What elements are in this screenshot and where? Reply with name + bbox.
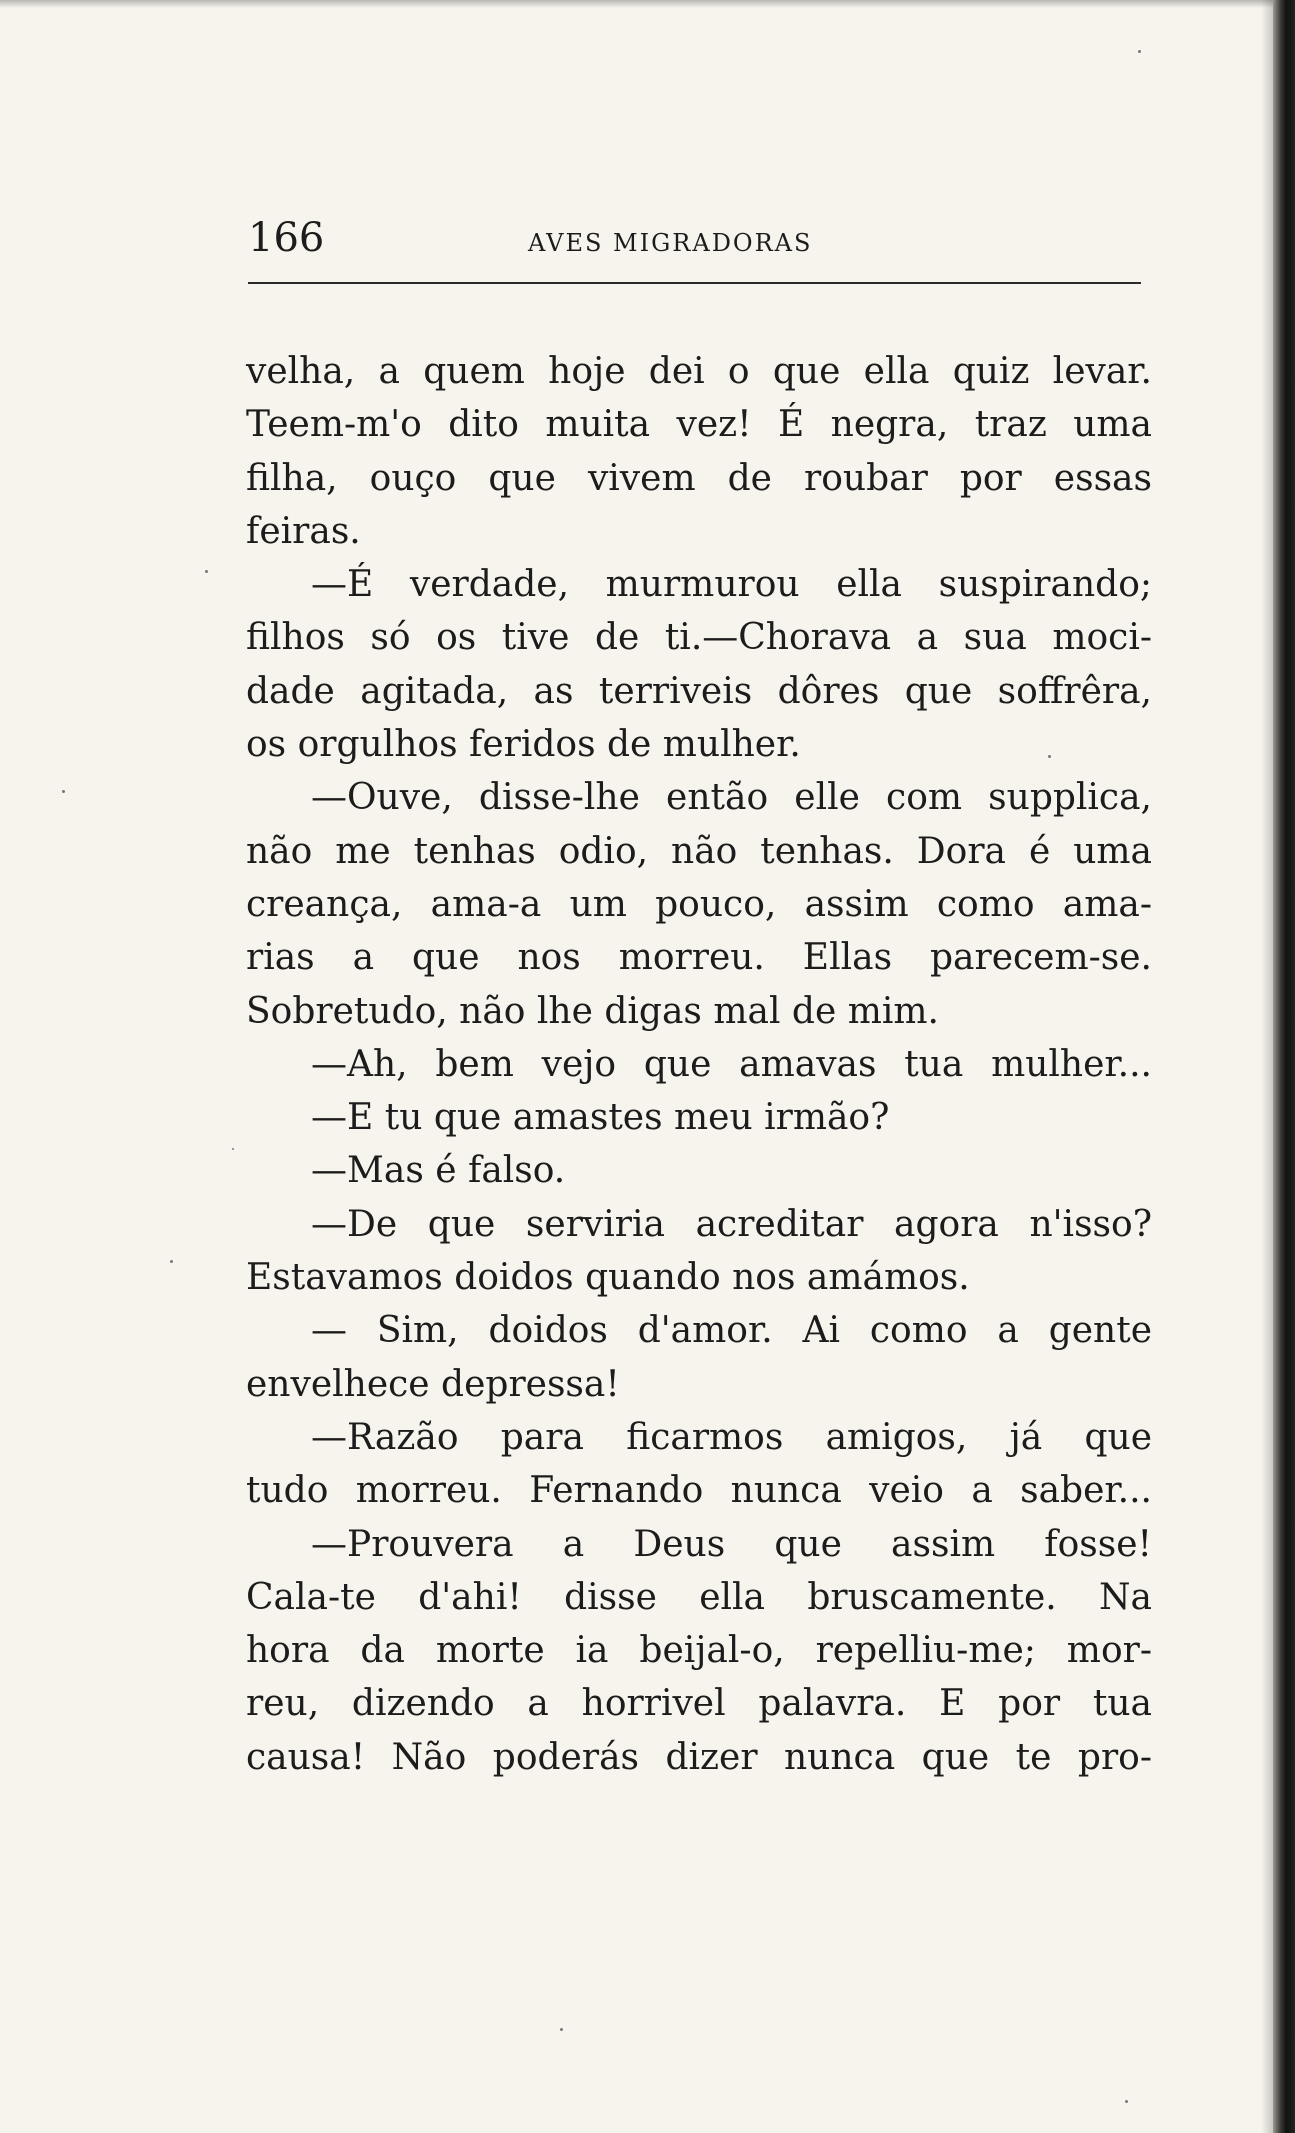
paper-speck: [62, 790, 65, 793]
top-edge-shadow: [0, 0, 1295, 8]
binding-shadow: [1261, 0, 1273, 2133]
text-line: tudo morreu. Fernando nunca veio a saber...: [246, 1470, 1152, 1512]
text-line: —Mas é falso.: [311, 1150, 566, 1192]
text-line: Estavamos doidos quando nos amámos.: [246, 1257, 970, 1299]
paper-speck: [1048, 755, 1051, 758]
text-line: não me tenhas odio, não tenhas. Dora é uma: [246, 830, 1152, 872]
text-line: hora da morte ia beijal-o, repelliu-me; mor-: [246, 1630, 1152, 1672]
text-line: Cala-te d'ahi! disse ella bruscamente. Na: [246, 1576, 1152, 1618]
text-line: —De que serviria acreditar agora n'isso?: [311, 1203, 1152, 1245]
paper-speck: [170, 1260, 173, 1263]
text-line: rias a que nos morreu. Ellas parecem-se.: [246, 937, 1152, 979]
text-line: velha, a quem hoje dei o que ella quiz levar.: [246, 351, 1152, 392]
body-text: [246, 345, 1152, 1784]
text-line: —Razão para ficarmos amigos, já que: [311, 1416, 1152, 1458]
text-line: —É verdade, murmurou ella suspirando;: [311, 564, 1152, 606]
text-line: os orgulhos feridos de mulher.: [246, 724, 801, 766]
text-line: feiras.: [246, 510, 361, 552]
paper-speck: [232, 1148, 234, 1150]
paper-speck: [1125, 2100, 1128, 2103]
text-line: causa! Não poderás dizer nunca que te pro-: [246, 1736, 1152, 1778]
text-line: —Ah, bem vejo que amavas tua mulher...: [311, 1043, 1152, 1085]
text-line: reu, dizendo a horrivel palavra. E por tua: [246, 1683, 1152, 1725]
header-rule: [248, 282, 1141, 284]
running-title: AVES MIGRADORAS: [528, 229, 813, 257]
page-binding-edge: [1273, 0, 1295, 2133]
text-line: Teem-m'o dito muita vez! É negra, traz uma: [246, 404, 1152, 446]
text-line: Sobretudo, não lhe digas mal de mim.: [246, 990, 939, 1032]
paper-speck: [205, 570, 208, 573]
paper-speck: [1138, 50, 1141, 53]
text-line: filha, ouço que vivem de roubar por essas: [246, 457, 1152, 499]
text-line: filhos só os tive de ti.—Chorava a sua moci-: [246, 617, 1152, 659]
text-line: —Prouvera a Deus que assim fosse!: [311, 1523, 1152, 1565]
text-line: — Sim, doidos d'amor. Ai como a gente: [311, 1310, 1152, 1352]
text-line: —Ouve, disse-lhe então elle com supplica,: [311, 777, 1152, 819]
page-header: [248, 213, 1143, 273]
text-line: dade agitada, as terriveis dôres que soffrêra,: [246, 670, 1152, 712]
text-line: —E tu que amastes meu irmão?: [311, 1097, 890, 1139]
text-line: envelhece depressa!: [246, 1363, 620, 1405]
page-number: 166: [248, 215, 325, 261]
text-line: creança, ama-a um pouco, assim como ama-: [246, 883, 1152, 925]
paper-speck: [560, 2028, 563, 2031]
